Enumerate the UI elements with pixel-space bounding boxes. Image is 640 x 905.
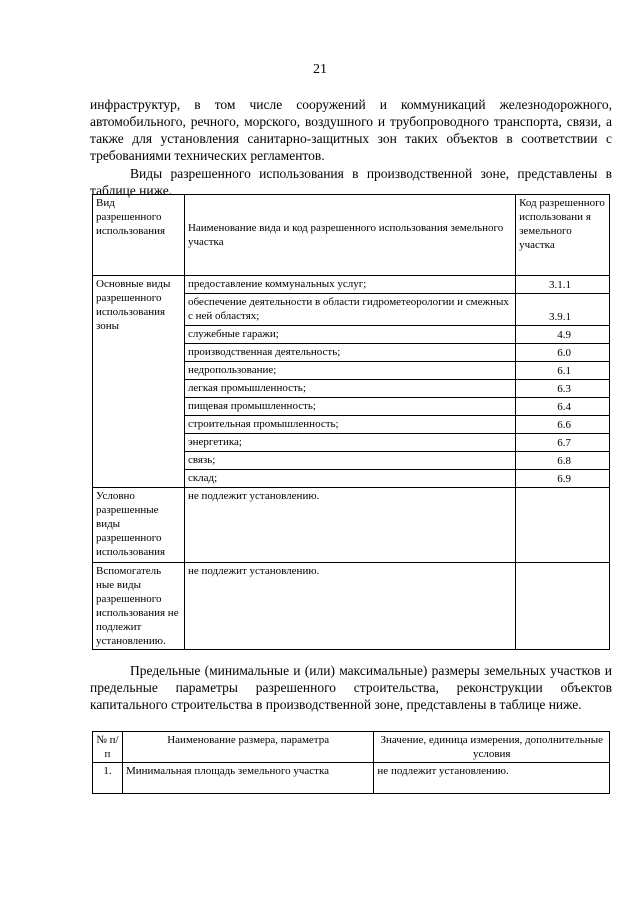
main-uses-group-label: Основные виды разрешенного использования зоны — [93, 276, 185, 488]
header-use-name: Наименование вида и код разрешенного использования земельного участка — [184, 195, 515, 276]
use-code: 3.9.1 — [516, 294, 610, 326]
auxiliary-uses-row — [93, 563, 610, 650]
param-name: Минимальная площадь земельного участка — [122, 763, 373, 794]
use-name: строительная промышленность; — [184, 416, 515, 434]
use-code: 6.8 — [516, 452, 610, 470]
header-param-value: Значение, единица измерения, дополнительные условия — [374, 732, 610, 763]
header-param-name: Наименование размера, параметра — [122, 732, 373, 763]
table-row — [93, 763, 610, 794]
use-code: 3.1.1 — [516, 276, 610, 294]
auxiliary-uses-code — [516, 563, 610, 650]
table-header-row — [93, 732, 610, 763]
use-name: обеспечение деятельности в области гидрометеорологии и смежных с ней областях; — [184, 294, 515, 326]
table-row — [93, 276, 610, 294]
use-name: служебные гаражи; — [184, 326, 515, 344]
use-name: недропользование; — [184, 362, 515, 380]
paragraph-table1-caption: Виды разрешенного использования в производственной зоне, представлены в таблице ниже. — [90, 166, 612, 198]
row-num: 1. — [93, 763, 123, 794]
use-code: 6.7 — [516, 434, 610, 452]
use-name: предоставление коммунальных услуг; — [184, 276, 515, 294]
auxiliary-uses-value: не подлежит установлению. — [184, 563, 515, 650]
auxiliary-uses-label: Вспомогатель ные виды разрешенного использования не подлежит установлению. — [93, 563, 185, 650]
use-name: связь; — [184, 452, 515, 470]
header-use-code: Код разрешенного использовани я земельного участка — [516, 195, 610, 276]
use-name: склад; — [184, 470, 515, 488]
use-code: 6.9 — [516, 470, 610, 488]
header-use-type: Вид разрешенного использования — [93, 195, 185, 276]
use-name: пищевая промышленность; — [184, 398, 515, 416]
parameters-table — [92, 731, 610, 794]
table-header-row — [93, 195, 610, 276]
use-name: производственная деятельность; — [184, 344, 515, 362]
conditional-uses-code — [516, 488, 610, 563]
conditional-uses-row — [93, 488, 610, 563]
use-name: легкая промышленность; — [184, 380, 515, 398]
use-code: 6.6 — [516, 416, 610, 434]
permitted-use-table — [92, 194, 610, 650]
use-code: 6.4 — [516, 398, 610, 416]
header-num: № п/п — [93, 732, 123, 763]
conditional-uses-value: не подлежит установлению. — [184, 488, 515, 563]
use-code: 4.9 — [516, 326, 610, 344]
page-number: 21 — [313, 62, 327, 77]
param-value: не подлежит установлению. — [374, 763, 610, 794]
conditional-uses-label: Условно разрешенные виды разрешенного использования — [93, 488, 185, 563]
use-name: энергетика; — [184, 434, 515, 452]
paragraph-table2-caption: Предельные (минимальные и (или) максимальные) размеры земельных участков и предельные параметры разрешенного строительства, реконструкции объектов капитального строительства в производственной зоне, представлены в таблице ниже. — [90, 663, 612, 712]
use-code: 6.3 — [516, 380, 610, 398]
use-code: 6.1 — [516, 362, 610, 380]
use-code: 6.0 — [516, 344, 610, 362]
paragraph-intro: инфраструктур, в том числе сооружений и коммуникаций железнодорожного, автомобильного, речного, морского, воздушного и трубопроводного транспорта, связи, а также для установления санитарно-защитных зон таких объектов в соответствии с требованиями технических регламентов. — [90, 97, 612, 163]
